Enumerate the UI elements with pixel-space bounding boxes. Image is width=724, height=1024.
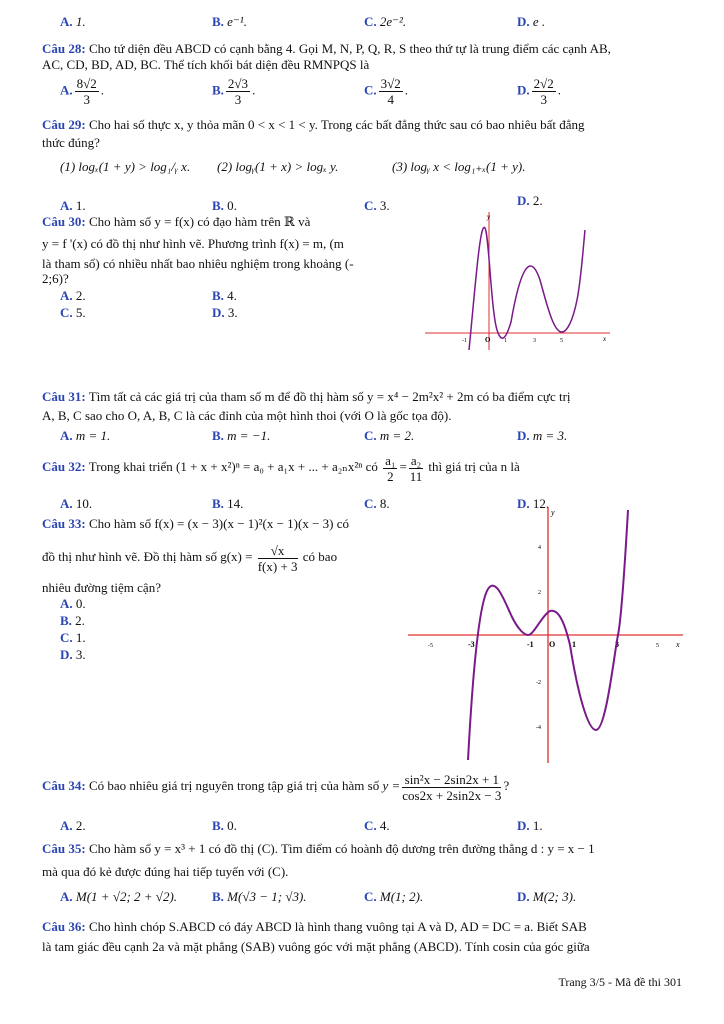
q32-text: Câu 32: Trong khai triển (1 + x + x²)ⁿ = a₀ + a₁x + ... + a₂ₙx²ⁿ có $\frac{\text{a₁}}{2}$ = $\frac{\text{a₂}}{11}$ thì giá trị của n là	[42, 452, 520, 484]
q28-option-c: C. $\frac{3√2}{4}$ .	[364, 76, 409, 107]
q33-tick-1: 1	[572, 640, 576, 649]
q35-text-1: Câu 35: Cho hàm số y = x³ + 1 có đồ thị (C). Tìm điểm có hoành độ dương trên đường thẳng d : y = x − 1	[42, 841, 595, 856]
q29-text-2: thức đúng?	[42, 135, 100, 150]
q30-option-d: D. 3.	[212, 305, 238, 320]
q36-text-2: là tam giác đều cạnh 2a và mặt phẳng (SAB) vuông góc với mặt phẳng (ABCD). Tính cosin của góc giữa	[42, 939, 590, 954]
q33-tick-neg5: -5	[428, 643, 433, 649]
q30-origin: O	[485, 336, 491, 344]
q33-ytick-neg2: -2	[536, 680, 541, 686]
q30-tick-5: 5	[560, 338, 563, 344]
q34-option-b: B. 0.	[212, 818, 237, 833]
q31-option-c: C. m = 2.	[364, 428, 415, 443]
q33-text-3: nhiêu đường tiệm cận?	[42, 580, 161, 595]
q31-option-b: B. m = −1.	[212, 428, 271, 443]
q33-graph	[408, 505, 688, 765]
q29-statement-1: (1) logₓ(1 + y) > log₁/ᵧ x.	[60, 159, 191, 174]
q28-text-1: Câu 28: Cho tứ diện đều ABCD có cạnh bằng 4. Gọi M, N, P, Q, R, S theo thứ tự là trung điểm các cạnh AB,	[42, 41, 611, 56]
q34-option-a: A. 2.	[60, 818, 86, 833]
q30-option-c: C. 5.	[60, 305, 86, 320]
q30-y-label: y	[487, 213, 491, 221]
q29-option-c: C. 3.	[364, 198, 390, 213]
q33-x-label: x	[676, 640, 680, 649]
q29-option-b: B. 0.	[212, 198, 237, 213]
q32-option-a: A. 10.	[60, 496, 93, 511]
q33-tick-neg1: -1	[527, 640, 534, 649]
q33-tick-3: 3	[615, 640, 619, 649]
q28-text-2: AC, CD, BD, AD, BC. Thể tích khối bát diện đều RMNPQS là	[42, 57, 370, 72]
q34-option-d: D. 1.	[517, 818, 543, 833]
q30-text-3: là tham số) có nhiều nhất bao nhiêu nghiệm trong khoảng (-	[42, 256, 354, 271]
q33-ytick-neg4: -4	[536, 725, 541, 731]
q36-text-1: Câu 36: Cho hình chóp S.ABCD có đáy ABCD là hình thang vuông tại A và D, AD = DC = a. Biết SAB	[42, 919, 587, 934]
q31-option-a: A. m = 1.	[60, 428, 111, 443]
q29-statement-3: (3) logᵧ x < log₁₊ₓ(1 + y).	[392, 159, 526, 174]
q30-text-4: 2;6)?	[42, 271, 69, 286]
q29-text-1: Câu 29: Cho hai số thực x, y thỏa mãn 0 < x < 1 < y. Trong các bất đẳng thức sau có bao nhiêu bất đẳng	[42, 117, 585, 132]
q33-tick-5: 5	[656, 643, 659, 649]
q31-option-d: D. m = 3.	[517, 428, 568, 443]
q29-option-a: A. 1.	[60, 198, 86, 213]
q33-ytick-2: 2	[538, 590, 541, 596]
q35-option-c: C. M(1; 2).	[364, 889, 424, 904]
q35-option-a: A. M(1 + √2; 2 + √2).	[60, 889, 178, 904]
q33-text-2: đồ thị như hình vẽ. Đồ thị hàm số g(x) = $\frac{√x}{f(x) + 3}$ có bao	[42, 542, 338, 574]
q30-option-b: B. 4.	[212, 288, 237, 303]
q32-option-c: C. 8.	[364, 496, 390, 511]
q28-option-d: D. $\frac{2√2}{3}$ .	[517, 76, 562, 107]
q33-y-label: y	[551, 508, 555, 517]
q32-option-d: D. 12.	[517, 496, 550, 511]
q33-ytick-4: 4	[538, 545, 541, 551]
q27-option-a: A. 1.	[60, 14, 86, 29]
q33-text-1: Câu 33: Cho hàm số f(x) = (x − 3)(x − 1)²(x − 1)(x − 3) có	[42, 516, 350, 531]
q30-graph	[425, 210, 615, 350]
q34-text: Câu 34: Có bao nhiêu giá trị nguyên trong tập giá trị của hàm số y = $\frac{\text{sin²x − 2sin2x + 1}}{\cos 2x + 2\sin 2x - 3}$ ?	[42, 771, 510, 803]
q35-option-d: D. M(2; 3).	[517, 889, 577, 904]
q30-tick-neg1: -1	[462, 338, 467, 344]
q35-text-2: mà qua đó kẻ được đúng hai tiếp tuyến với (C).	[42, 864, 289, 879]
q30-x-label: x	[603, 335, 607, 343]
q33-option-d: D. 3.	[60, 647, 86, 662]
q30-text-2: y = f '(x) có đồ thị như hình vẽ. Phương trình f(x) = m, (m	[42, 236, 344, 251]
page-footer: Trang 3/5 - Mã đề thi 301	[558, 975, 682, 989]
q33-origin: O	[549, 640, 556, 649]
q29-statement-2: (2) logᵧ(1 + x) > logₓ y.	[217, 159, 339, 174]
q33-tick-neg3: -3	[468, 640, 475, 649]
q30-curve	[469, 227, 585, 350]
q28-option-a: A. $\frac{8√2}{3}$ .	[60, 76, 105, 107]
q33-option-b: B. 2.	[60, 613, 85, 628]
q27-option-b: B. e⁻¹.	[212, 14, 247, 29]
q29-option-d: D. 2.	[517, 193, 543, 208]
q30-tick-1: 1	[504, 338, 507, 344]
q35-option-b: B. M(√3 − 1; √3).	[212, 889, 307, 904]
q27-option-c: C. 2e⁻².	[364, 14, 407, 29]
q33-option-c: C. 1.	[60, 630, 86, 645]
q33-option-a: A. 0.	[60, 596, 86, 611]
q30-tick-3: 3	[533, 338, 536, 344]
q30-option-a: A. 2.	[60, 288, 86, 303]
q30-text-1: Câu 30: Cho hàm số y = f(x) có đạo hàm trên ℝ và	[42, 214, 311, 229]
q27-option-d: D. e .	[517, 14, 546, 29]
q34-option-c: C. 4.	[364, 818, 390, 833]
q28-option-b: B. $\frac{2√3}{3}$ .	[212, 76, 256, 107]
q31-text-1: Câu 31: Tìm tất cả các giá trị của tham số m để đồ thị hàm số y = x⁴ − 2m²x² + 2m có ba điểm cực trị	[42, 389, 571, 404]
q32-option-b: B. 14.	[212, 496, 244, 511]
q31-text-2: A, B, C sao cho O, A, B, C là các đỉnh của một hình thoi (với O là gốc tọa độ).	[42, 408, 452, 423]
